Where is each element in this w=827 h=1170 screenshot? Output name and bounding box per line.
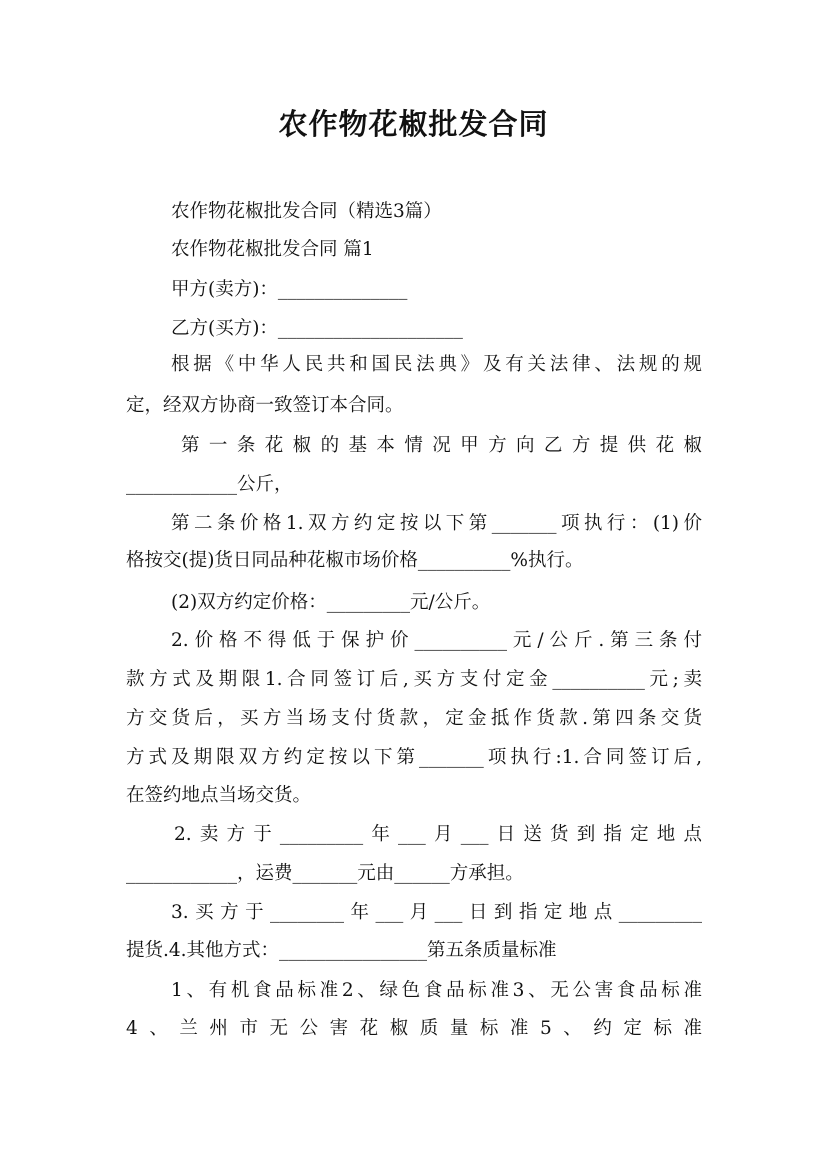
doc-line: ____________公斤， [126, 474, 293, 495]
doc-line-section-heading: 农作物花椒批发合同 篇1 [171, 239, 374, 260]
doc-line: 提货.4.其他方式：________________第五条质量标准 [126, 940, 557, 961]
doc-line: 第一条花椒的基本情况甲方向乙方提供花椒 [181, 435, 702, 456]
doc-line-party-b: 乙方(买方)：____________________ [171, 318, 463, 339]
doc-line: 2.价格不得低于保护价__________元/公斤.第三条付 [171, 630, 702, 651]
doc-line: 第二条价格1.双方约定按以下第_______项执行：(1)价 [171, 513, 702, 534]
doc-line: 格按交(提)货日同品种花椒市场价格__________%执行。 [126, 550, 584, 571]
doc-line: (2)双方约定价格：_________元/公斤。 [171, 592, 491, 613]
doc-line: 款方式及期限1.合同签订后,买方支付定金__________元;卖 [126, 669, 702, 690]
doc-line: 方式及期限双方约定按以下第_______项执行:1.合同签订后, [126, 747, 702, 768]
doc-line: ____________，运费_______元由______方承担。 [126, 863, 524, 884]
doc-line: 3.买方于________年___月___日到指定地点_________ [171, 902, 702, 923]
doc-line: 2.卖方于_________年___月___日送货到指定地点 [174, 824, 702, 845]
doc-line: 根据《中华人民共和国民法典》及有关法律、法规的规 [171, 354, 702, 375]
doc-line: 4、兰州市无公害花椒质量标准5、约定标准 [126, 1018, 702, 1039]
doc-line: 1、有机食品标准2、绿色食品标准3、无公害食品标准 [171, 980, 702, 1001]
doc-line-party-a: 甲方(卖方)：______________ [171, 279, 408, 300]
document-title: 农作物花椒批发合同 [278, 107, 549, 141]
doc-line: 在签约地点当场交货。 [126, 785, 312, 806]
doc-line: 定，经双方协商一致签订本合同。 [126, 395, 404, 416]
doc-line-subtitle: 农作物花椒批发合同（精选3篇） [171, 201, 442, 222]
doc-line: 方交货后，买方当场支付货款，定金抵作货款.第四条交货 [126, 708, 702, 729]
